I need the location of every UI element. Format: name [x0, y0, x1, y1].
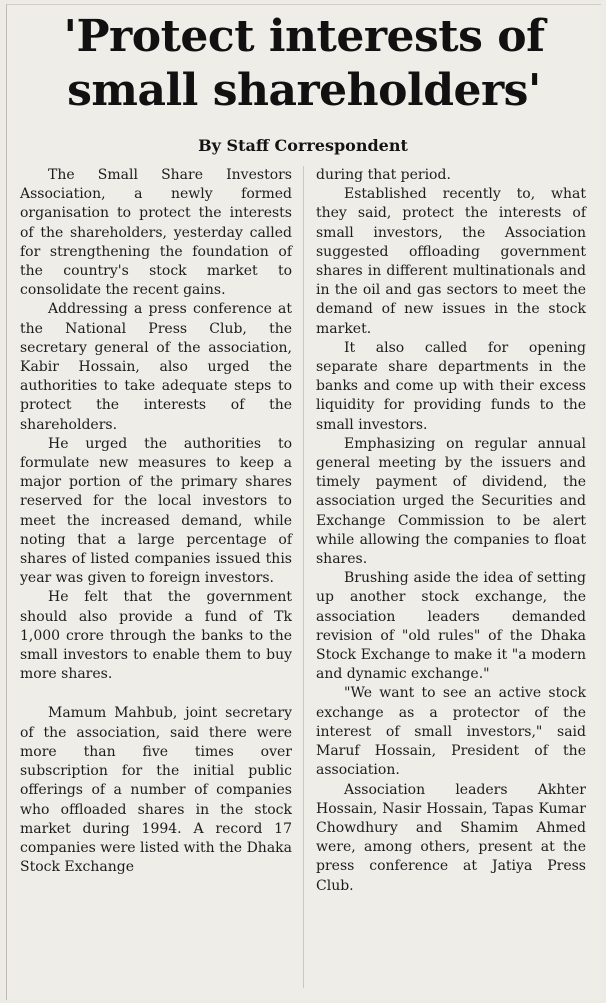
byline: By Staff Correspondent: [198, 136, 408, 155]
paragraph: Addressing a press conference at the National Press Club, the secretary general of the association, Kabir Hossain, also urged the authorities to take adequate steps to protect the interests of the shareholders.: [20, 301, 292, 433]
headline-line-1: 'Protect interests of: [63, 11, 545, 62]
article-column-left: [20, 166, 292, 877]
paragraph: The Small Share Investors Association, a newly formed organisation to protect the interests of the shareholders, yesterday called for strengthening the foundation of the country's stock market to consolidate the recent gains.: [20, 167, 292, 299]
paragraph: Brushing aside the idea of setting up another stock exchange, the association leaders demanded revision of "old rules" of the Dhaka Stock Exchange to make it "a modern and dynamic exchange.": [316, 570, 586, 683]
paragraph: Mamum Mahbub, joint secretary of the association, said there were more than five times over subscription for the initial public offerings of a number of companies who offloaded shares in the stock market during 1994. A record 17 companies were listed with the Dhaka Stock Exchange: [20, 705, 292, 876]
paragraph: during that period.: [316, 167, 451, 183]
paragraph: It also called for opening separate share departments in the banks and come up with their excess liquidity for providing funds to the small investors.: [316, 339, 586, 433]
paragraph: "We want to see an active stock exchange as a protector of the interest of small investors," said Maruf Hossain, President of the association.: [316, 685, 586, 779]
paragraph: He urged the authorities to formulate new measures to keep a major portion of the primary shares reserved for the local investors to meet the increased demand, while noting that a large percentage of shares of listed companies issued this year was given to foreign investors.: [20, 435, 292, 587]
article-column-right: [316, 166, 586, 896]
paragraph: He felt that the government should also provide a fund of Tk 1,000 crore through the banks to the small investors to enable them to buy more shares.: [20, 589, 292, 683]
headline: [14, 10, 594, 118]
paragraph: Emphasizing on regular annual general meeting by the issuers and timely payment of dividend, the association urged the Securities and Exchange Commission to be alert while allowing the companies to float shares.: [316, 435, 586, 568]
paragraph: Established recently to, what they said, protect the interests of small investors, the Association suggested offloading government shares in different multinationals and in the oil and gas sectors to meet the demand of new issues in the stock market.: [316, 186, 586, 337]
headline-line-2: small shareholders': [67, 65, 541, 116]
paragraph: Association leaders Akhter Hossain, Nasir Hossain, Tapas Kumar Chowdhury and Shamim Ahmed were, among others, present at the press conference at Jatiya Press Club.: [316, 781, 586, 894]
column-divider: [303, 166, 304, 988]
